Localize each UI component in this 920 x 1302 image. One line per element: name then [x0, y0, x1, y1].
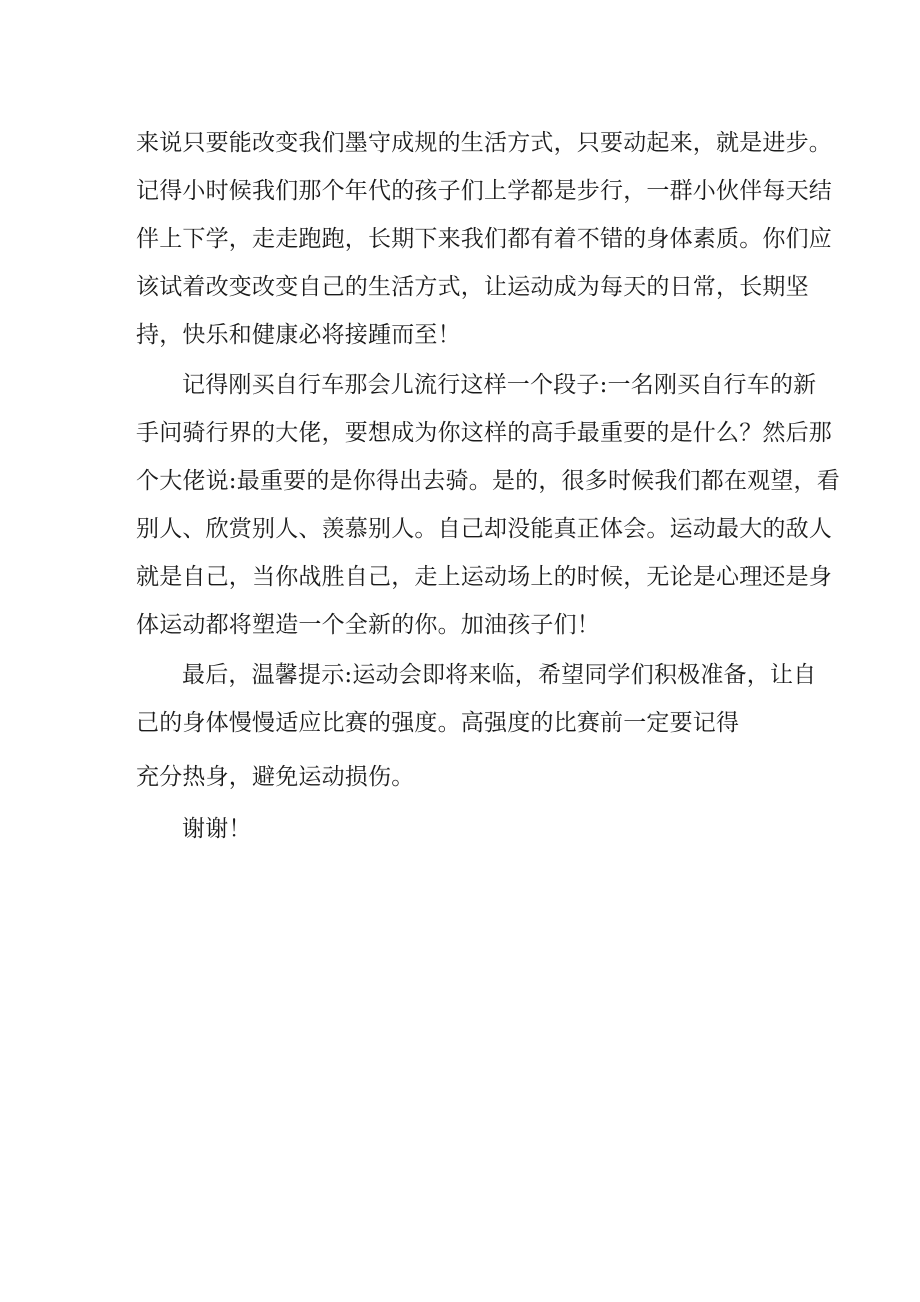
closing-line: 谢谢！	[182, 816, 252, 842]
text-line: 就是自己，当你战胜自己，走上运动场上的时候，无论是心理还是身	[136, 564, 832, 590]
text-line: 体运动都将塑造一个全新的你。加油孩子们！	[136, 612, 600, 638]
text-line: 记得小时候我们那个年代的孩子们上学都是步行，一群小伙伴每天结	[136, 178, 832, 204]
text-line: 己的身体慢慢适应比赛的强度。高强度的比赛前一定要记得	[136, 710, 740, 736]
text-line: 手问骑行界的大佬，要想成为你这样的高手最重要的是什么？然后那	[136, 420, 832, 446]
text-line: 持，快乐和健康必将接踵而至！	[136, 322, 461, 348]
text-line: 记得刚买自行车那会儿流行这样一个段子:一名刚买自行车的新	[182, 372, 817, 398]
text-line: 充分热身，避免运动损伤。	[136, 764, 415, 790]
text-line: 该试着改变改变自己的生活方式，让运动成为每天的日常，长期坚	[136, 274, 809, 300]
text-line: 个大佬说:最重要的是你得出去骑。是的，很多时候我们都在观望，看	[136, 468, 840, 494]
text-line: 最后，温馨提示:运动会即将来临，希望同学们积极准备，让自	[182, 662, 817, 688]
text-line: 伴上下学，走走跑跑，长期下来我们都有着不错的身体素质。你们应	[136, 226, 832, 252]
text-line: 来说只要能改变我们墨守成规的生活方式，只要动起来，就是进步。	[136, 130, 832, 156]
text-line: 别人、欣赏别人、羡慕别人。自己却没能真正体会。运动最大的敌人	[136, 516, 832, 542]
